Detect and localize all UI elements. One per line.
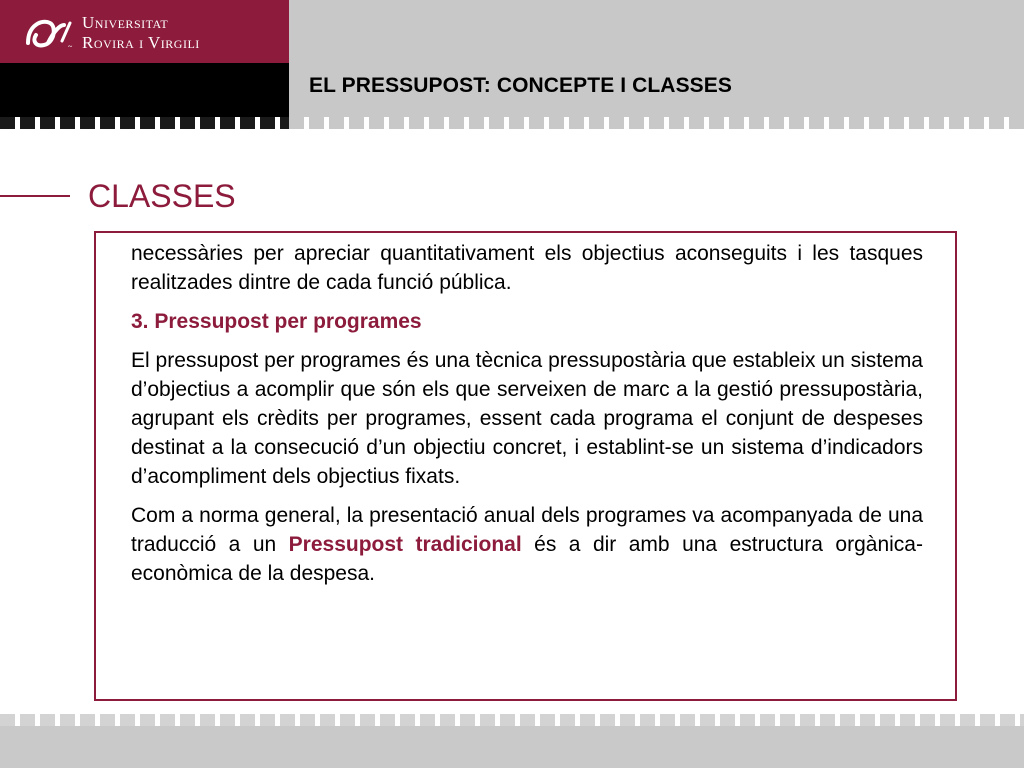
content-text xyxy=(131,239,923,598)
logo-line-2: Rovira i Virgili xyxy=(82,33,200,52)
university-logo-area xyxy=(0,0,289,63)
section-accent-line xyxy=(0,195,70,197)
paragraph-programes: El pressupost per programes és una tècnica pressupostària que estableix un sistema d’objectius a acomplir que són els que serveixen de marc a la gestió pressupostària, agrupant els crèdits per programes, essent cada programa el conjunt de despeses destinat a la consecució d’un objectiu concret, i establint-se un sistema d’indicadors d’acompliment dels objectius fixats. xyxy=(131,349,923,488)
university-name xyxy=(82,13,200,53)
header-dash-divider-grey xyxy=(289,117,1024,129)
footer-band xyxy=(0,726,1024,768)
urv-logo-icon xyxy=(24,13,78,53)
logo-line-1: Universitat xyxy=(82,13,169,32)
content-box xyxy=(94,231,957,701)
svg-text:~: ~ xyxy=(68,42,73,51)
header-grey-band xyxy=(289,0,1024,117)
para3-text-before: Com a norma general, la presentació anual dels programes va acompanyada de una traducció a un xyxy=(131,504,923,556)
header-black-block xyxy=(0,63,289,117)
paragraph-norma-general xyxy=(131,501,923,588)
para3-text-after: és a dir amb una estructura orgànica-econòmica de la despesa. xyxy=(131,533,923,585)
subheading-programes: 3. Pressupost per programes xyxy=(131,310,422,333)
header-dash-divider-dark xyxy=(0,117,289,129)
section-title: CLASSES xyxy=(88,178,236,214)
highlight-pressupost-tradicional: Pressupost tradicional xyxy=(288,533,522,556)
paragraph-continuation: necessàries per apreciar quantitativament els objectius aconseguits i les tasques realitzades dintre de cada funció pública. xyxy=(131,242,923,294)
footer-dash-divider xyxy=(0,714,1024,726)
page-title: EL PRESSUPOST: CONCEPTE I CLASSES xyxy=(309,74,732,97)
